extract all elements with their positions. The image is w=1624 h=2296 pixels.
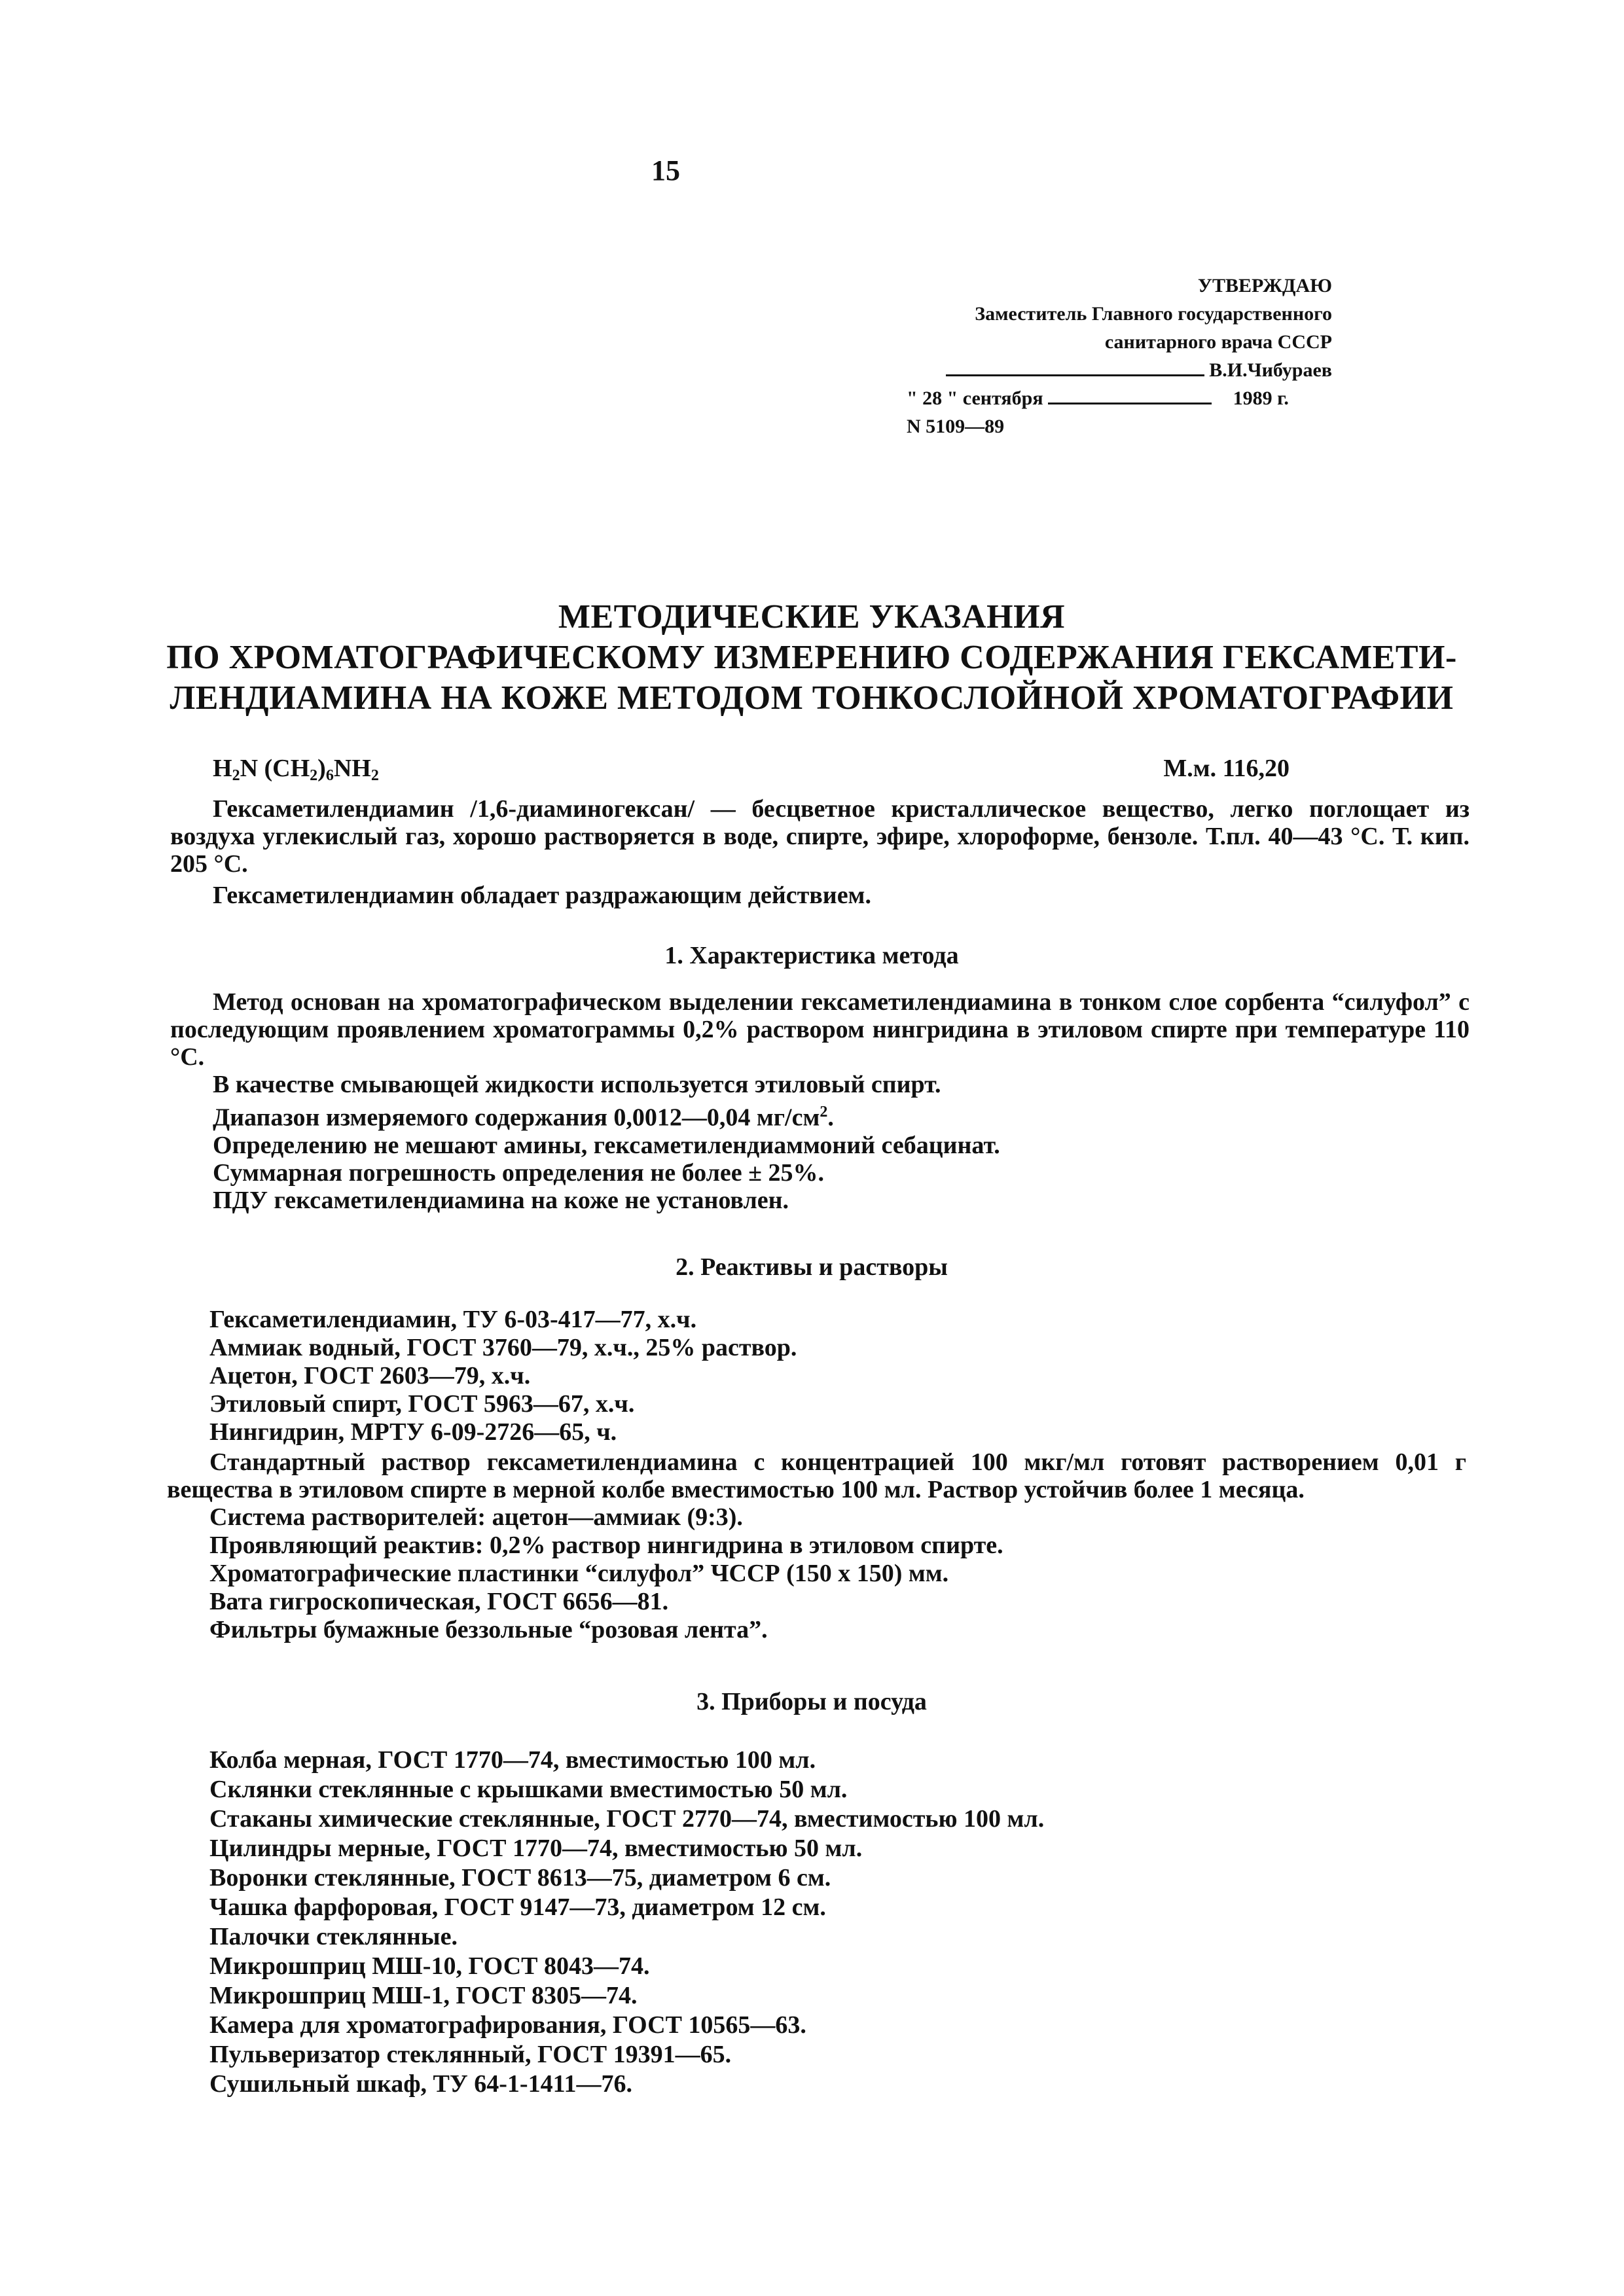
chemical-formula: $H_2N$ $(CH_2)_6NH_2$ xyxy=(213,755,379,784)
approval-heading: УТВЕРЖДАЮ xyxy=(1197,275,1332,296)
reagent-item: Нингидрин, МРТУ 6-09-2726—65, ч. xyxy=(209,1418,617,1446)
title-line-1: МЕТОДИЧЕСКИЕ УКАЗАНИЯ xyxy=(558,598,1066,636)
section-3-heading: 3. Приборы и посуда xyxy=(696,1688,927,1715)
title-line-2: ПО ХРОМАТОГРАФИЧЕСКОМУ ИЗМЕРЕНИЮ СОДЕРЖАНИЯ ГЕКСАМЕТИ- xyxy=(166,639,1457,676)
title-line-3: ЛЕНДИАМИНА НА КОЖЕ МЕТОДОМ ТОНКОСЛОЙНОЙ ХРОМАТОГРАФИИ xyxy=(170,679,1454,717)
molar-mass: М.м. 116,20 xyxy=(1163,755,1290,782)
section-3-list xyxy=(209,1746,1044,2099)
equipment-item: Чашка фарфоровая, ГОСТ 9147—73, диаметром 12 см. xyxy=(209,1893,826,1921)
section-1-text xyxy=(170,988,1470,1214)
section-2-list-2 xyxy=(209,1503,1003,1644)
formula-row xyxy=(213,753,1290,791)
document-title xyxy=(131,597,1492,719)
signature-line xyxy=(946,356,1204,376)
equipment-item: Палочки стеклянные. xyxy=(209,1923,458,1950)
reagent-item: Система растворителей: ацетон—аммиак (9:3). xyxy=(209,1503,743,1531)
equipment-item: Микрошприц МШ-10, ГОСТ 8043—74. xyxy=(209,1952,650,1980)
date-line xyxy=(1048,384,1212,404)
approval-date-year: 1989 г. xyxy=(1233,387,1289,409)
approval-date-row xyxy=(907,384,1332,412)
approval-position-line1: Заместитель Главного государственного xyxy=(975,303,1332,325)
reagent-item: Вата гигроскопическая, ГОСТ 6656—81. xyxy=(209,1588,669,1615)
approval-block xyxy=(907,272,1332,440)
approval-signature-row xyxy=(907,356,1332,384)
equipment-item: Цилиндры мерные, ГОСТ 1770—74, вместимостью 50 мл. xyxy=(209,1835,863,1862)
reagent-item: Этиловый спирт, ГОСТ 5963—67, х.ч. xyxy=(209,1390,635,1418)
equipment-item: Колба мерная, ГОСТ 1770—74, вместимостью 100 мл. xyxy=(209,1746,816,1774)
section-1-paragraph-5: Суммарная погрешность определения не более ± 25%. xyxy=(213,1158,825,1187)
page-number: 15 xyxy=(651,154,680,187)
section-1-paragraph-4: Определению не мешают амины, гексаметилендиаммоний себацинат. xyxy=(213,1131,1000,1159)
approval-position-line2: санитарного врача СССР xyxy=(1104,331,1332,353)
section-1-paragraph-3: Диапазон измеряемого содержания 0,0012—0,04 $мг/см^2$. xyxy=(213,1103,834,1132)
section-1-paragraph-2: В качестве смывающей жидкости используется этиловый спирт. xyxy=(213,1071,941,1098)
standard-solution-paragraph: Стандартный раствор гексаметилендиамина с концентрацией 100 мкг/мл готовят растворением 0,01 г вещества в этиловом спирте в мерной колбе вместимостью 100 мл. Раствор устойчив более 1 месяца. xyxy=(167,1448,1466,1503)
reagent-item: Проявляющий реактив: 0,2% раствор нингидрина в этиловом спирте. xyxy=(209,1532,1003,1559)
approval-number: N 5109—89 xyxy=(907,416,1005,437)
intro-paragraph-1: Гексаметилендиамин /1,6-диаминогексан/ — бесцветное кристаллическое вещество, легко поглощает из воздуха углекислый газ, хорошо растворяется в воде, спирте, эфире, хлороформе, бензоле. Т.пл. 40—43 °С. Т. кип. 205 °С. xyxy=(170,795,1470,878)
approval-date-day: " 28 " сентября xyxy=(907,387,1043,409)
reagent-item: Фильтры бумажные беззольные “розовая лента”. xyxy=(209,1616,768,1643)
intro-text xyxy=(170,795,1470,909)
equipment-item: Воронки стеклянные, ГОСТ 8613—75, диаметром 6 см. xyxy=(209,1864,831,1892)
equipment-item: Сушильный шкаф, ТУ 64-1-1411—76. xyxy=(209,2070,632,2098)
section-1-paragraph-6: ПДУ гексаметилендиамина на коже не установлен. xyxy=(213,1186,789,1214)
reagent-item: Аммиак водный, ГОСТ 3760—79, х.ч., 25% раствор. xyxy=(209,1334,797,1361)
section-2-heading: 2. Реактивы и растворы xyxy=(676,1253,948,1281)
reagent-item: Хроматографические пластинки “силуфол” ЧССР (150 х 150) мм. xyxy=(209,1560,949,1587)
equipment-item: Стаканы химические стеклянные, ГОСТ 2770—74, вместимостью 100 мл. xyxy=(209,1805,1045,1833)
section-1-paragraph-1: Метод основан на хроматографическом выделении гексаметилендиамина в тонком слое сорбента “силуфол” с последующим проявлением хроматограммы 0,2% раствором нингридина в этиловом спирте при температуре 110 °С. xyxy=(170,988,1470,1071)
standard-solution-text xyxy=(167,1448,1466,1503)
reagent-item: Гексаметилендиамин, ТУ 6-03-417—77, х.ч. xyxy=(209,1306,697,1333)
equipment-item: Склянки стеклянные с крышками вместимостью 50 мл. xyxy=(209,1776,848,1803)
equipment-item: Пульверизатор стеклянный, ГОСТ 19391—65. xyxy=(209,2041,732,2068)
section-2-list xyxy=(209,1306,797,1446)
reagent-item: Ацетон, ГОСТ 2603—79, х.ч. xyxy=(209,1362,531,1390)
section-1-heading: 1. Характеристика метода xyxy=(664,942,959,969)
approval-signatory: В.И.Чибураев xyxy=(1209,359,1332,381)
equipment-item: Камера для хроматографирования, ГОСТ 10565—63. xyxy=(209,2011,806,2039)
intro-paragraph-2: Гексаметилендиамин обладает раздражающим действием. xyxy=(213,882,871,909)
equipment-item: Микрошприц МШ-1, ГОСТ 8305—74. xyxy=(209,1982,638,2009)
